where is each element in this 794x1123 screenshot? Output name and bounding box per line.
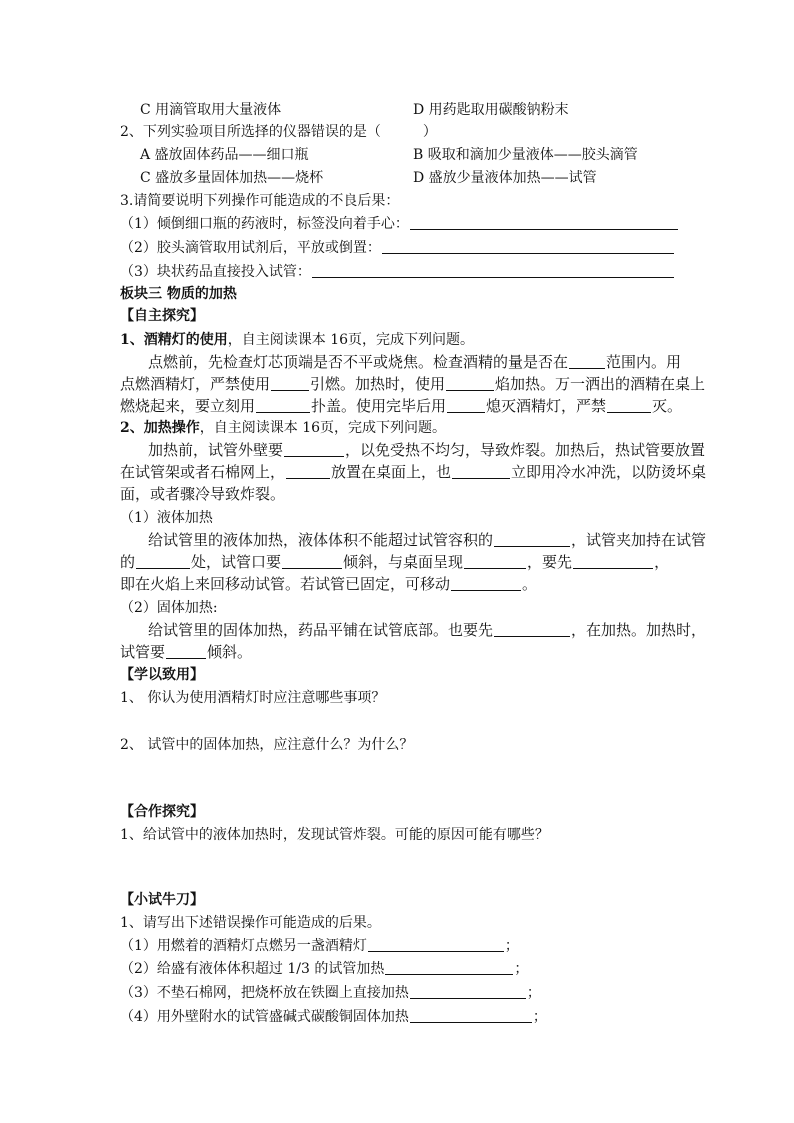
- liquid-heating-title: （1）液体加热: [120, 510, 213, 526]
- q2-option-d: D 盛放少量液体加热——试管: [413, 170, 597, 186]
- answer-blank[interactable]: [284, 442, 344, 457]
- lamp-line-1: 点燃前，先检查灯芯顶端是否不平或烧焦。检查酒精的量是否在 范围内。用: [148, 353, 682, 371]
- answer-blank[interactable]: [447, 398, 485, 413]
- answer-blank[interactable]: [368, 937, 504, 952]
- q3-item-1: （1）倾倒细口瓶的药液时，标签没向着手心：: [120, 214, 679, 234]
- q1-option-d: D 用药匙取用碳酸钠粉末: [413, 102, 569, 118]
- answer-blank[interactable]: [410, 215, 678, 230]
- answer-blank[interactable]: [385, 960, 513, 975]
- q3-item-3: （3）块状药品直接投入试管：: [120, 262, 675, 282]
- answer-blank[interactable]: [282, 554, 342, 569]
- q2-stem: 2、下列实验项目所选择的仪器错误的是（ ）: [120, 124, 437, 140]
- heat-line-2: 在试管架或者石棉网上， 放置在桌面上，也 立即用冷水冲洗，以防烫坏桌: [120, 463, 707, 481]
- liquid-line-1: 给试管里的液体加热，液体体积不能超过试管容积的 ，试管夹加持在试管: [148, 531, 707, 549]
- coop-question-1: 1、给试管中的液体加热时，发现试管炸裂。可能的原因可能有哪些？: [120, 827, 549, 843]
- lamp-line-2: 点燃酒精灯，严禁使用 引燃。加热时，使用 焰加热。万一洒出的酒精在桌上: [120, 375, 706, 393]
- answer-blank[interactable]: [494, 532, 570, 547]
- answer-blank[interactable]: [607, 398, 651, 413]
- answer-blank[interactable]: [494, 622, 570, 637]
- solid-line-2: 试管要 倾斜。: [120, 643, 253, 661]
- coop-heading: 【合作探究】: [120, 804, 204, 820]
- solid-heating-title: （2）固体加热:: [120, 600, 218, 616]
- answer-blank[interactable]: [271, 376, 309, 391]
- q1-option-c: C 用滴管取用大量液体: [140, 102, 282, 118]
- trial-item-2: （2）给盛有液体体积超过 1/3 的试管加热 ；: [120, 961, 529, 977]
- lamp-heading: 1、酒精灯的使用，自主阅读课本 16页，完成下列问题。: [120, 332, 475, 348]
- trial-item-3: （3）不垫石棉网，把烧杯放在铁圈上直接加热 ；: [120, 985, 541, 1001]
- answer-blank[interactable]: [166, 644, 206, 659]
- answer-blank[interactable]: [382, 239, 674, 254]
- apply-question-2: 2、 试管中的固体加热，应注意什么？为什么？: [120, 737, 414, 753]
- answer-blank[interactable]: [569, 354, 605, 369]
- liquid-line-2: 的 处，试管口要 倾斜，与桌面呈现 ，要先 ，: [120, 553, 670, 571]
- q2-option-b: B 吸取和滴加少量液体——胶头滴管: [413, 147, 638, 163]
- trial-item-4: （4）用外壁附水的试管盛碱式碳酸铜固体加热 ；: [120, 1009, 547, 1025]
- liquid-line-3: 即在火焰上来回移动试管。若试管已固定，可移动 。: [120, 575, 538, 593]
- lamp-line-3: 燃烧起来，要立刻用 扑盖。使用完毕后用 熄灭酒精灯，严禁 灭。: [120, 397, 683, 415]
- solid-line-1: 给试管里的固体加热，药品平铺在试管底部。也要先 ，在加热。加热时，: [148, 621, 707, 639]
- q3-item-2: （2）胶头滴管取用试剂后，平放或倒置：: [120, 238, 675, 258]
- answer-blank[interactable]: [464, 554, 526, 569]
- heat-line-1: 加热前，试管外壁要 ，以免受热不均匀，导致炸裂。加热后，热试管要放置: [148, 441, 706, 459]
- q3-stem: 3.请简要说明下列操作可能造成的不良后果：: [120, 193, 400, 209]
- section-title: 板块三 物质的加热: [120, 286, 237, 302]
- answer-blank[interactable]: [286, 464, 330, 479]
- trial-item-1: （1）用燃着的酒精灯点燃另一盏酒精灯 ；: [120, 938, 519, 954]
- trial-heading: 【小试牛刀】: [120, 892, 204, 908]
- heat-line-3: 面，或者骤冷导致炸裂。: [120, 485, 286, 503]
- apply-heading: 【学以致用】: [120, 667, 204, 683]
- answer-blank[interactable]: [410, 1008, 532, 1023]
- answer-blank[interactable]: [312, 263, 674, 278]
- answer-blank[interactable]: [410, 984, 526, 999]
- trial-stem: 1、请写出下述错误操作可能造成的后果。: [120, 915, 381, 931]
- answer-blank[interactable]: [256, 398, 310, 413]
- answer-blank[interactable]: [452, 464, 510, 479]
- q2-option-c: C 盛放多量固体加热——烧杯: [140, 170, 324, 186]
- answer-blank[interactable]: [573, 554, 653, 569]
- answer-blank[interactable]: [451, 576, 521, 591]
- q2-option-a: A 盛放固体药品——细口瓶: [140, 147, 309, 163]
- apply-question-1: 1、 你认为使用酒精灯时应注意哪些事项？: [120, 690, 386, 706]
- answer-blank[interactable]: [446, 376, 494, 391]
- answer-blank[interactable]: [136, 554, 190, 569]
- self-explore-heading: 【自主探究】: [120, 308, 204, 324]
- heat-heading: 2、加热操作，自主阅读课本 16页，完成下列问题。: [120, 420, 447, 436]
